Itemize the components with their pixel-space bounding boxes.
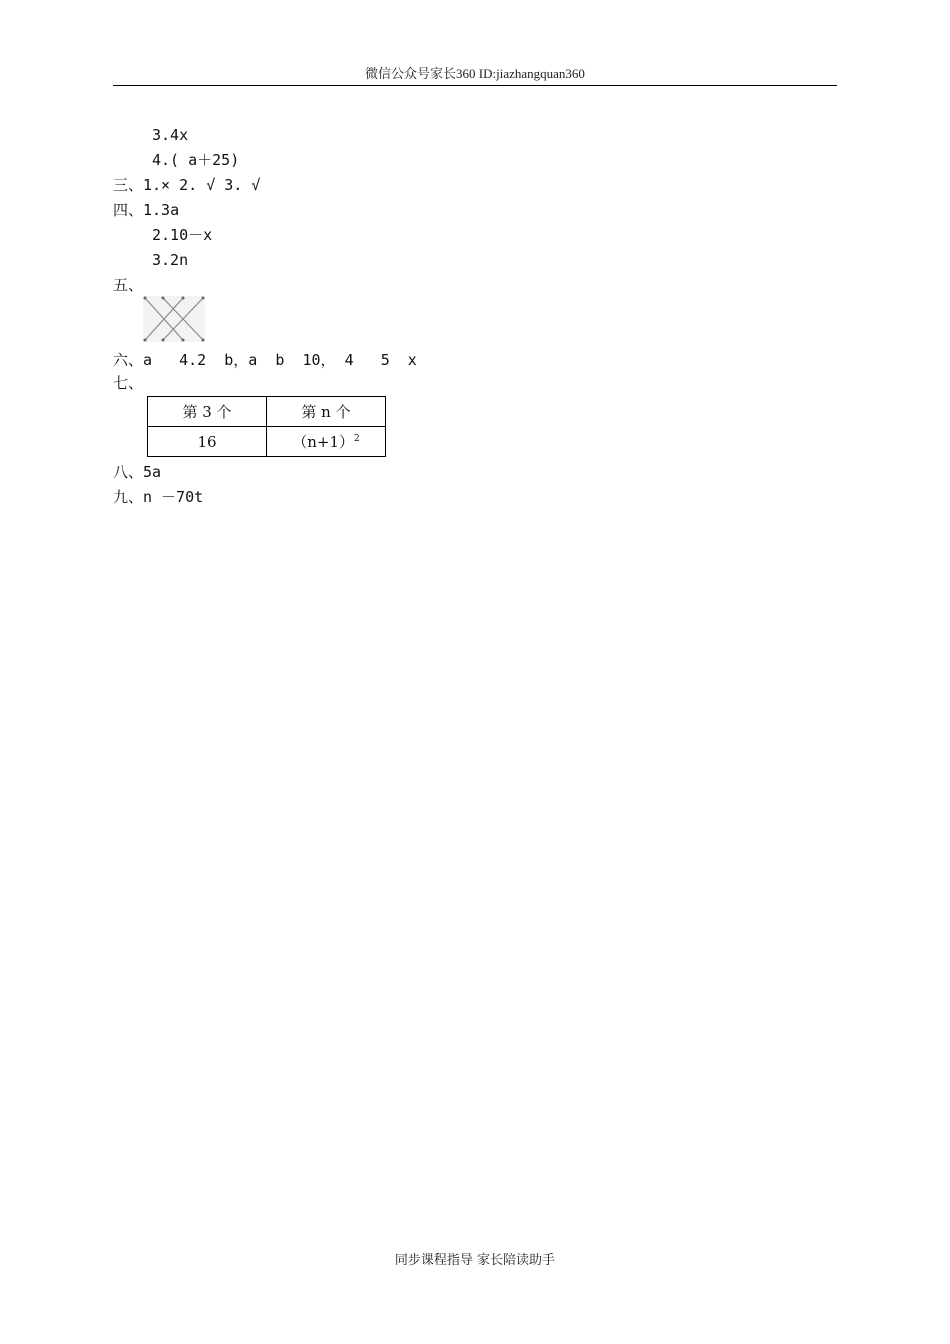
answer-section-qi: 七、	[113, 374, 144, 392]
header-divider	[113, 85, 837, 86]
answer-section-liu: 六、a 4.2 b，a b 10， 4 5 x	[113, 351, 417, 369]
table-cell: 16	[148, 427, 267, 457]
bottom-dot-1	[144, 339, 147, 342]
answer-section-si-3: 3.2n	[152, 251, 189, 269]
table-row	[148, 427, 386, 457]
answer-section-jiu: 九、n －70t	[113, 488, 204, 506]
bottom-dot-4	[202, 339, 205, 342]
top-dot-1	[144, 297, 147, 300]
bottom-dot-3	[182, 339, 185, 342]
answer-section-san: 三、1.× 2. √ 3. √	[113, 176, 261, 194]
matching-lines-diagram	[143, 296, 205, 342]
page-footer: 同步课程指导 家长陪读助手	[394, 1253, 556, 1268]
bottom-dot-2	[162, 339, 165, 342]
answer-section-si-1: 四、1.3a	[113, 201, 180, 219]
answer-table	[147, 396, 386, 457]
top-dot-2	[162, 297, 165, 300]
top-dot-4	[202, 297, 205, 300]
answer-line-3-4x: 3.4x	[152, 126, 189, 144]
table-header-row	[148, 397, 386, 427]
answer-section-si-2: 2.10－x	[152, 226, 213, 244]
page-header: 微信公众号家长360 ID:jiazhangquan360	[365, 66, 585, 81]
table-header-cell: 第 3 个	[148, 397, 267, 427]
top-dot-3	[182, 297, 185, 300]
formula-base: （n+1）	[292, 433, 355, 451]
answer-section-wu: 五、	[113, 276, 144, 294]
answer-section-ba: 八、5a	[113, 463, 162, 481]
diagram-background	[143, 296, 205, 342]
formula-exponent: 2	[354, 434, 360, 444]
answer-line-4-a25: 4.( a＋25)	[152, 151, 240, 169]
table-cell-formula	[267, 427, 386, 457]
table-header-cell: 第 n 个	[267, 397, 386, 427]
